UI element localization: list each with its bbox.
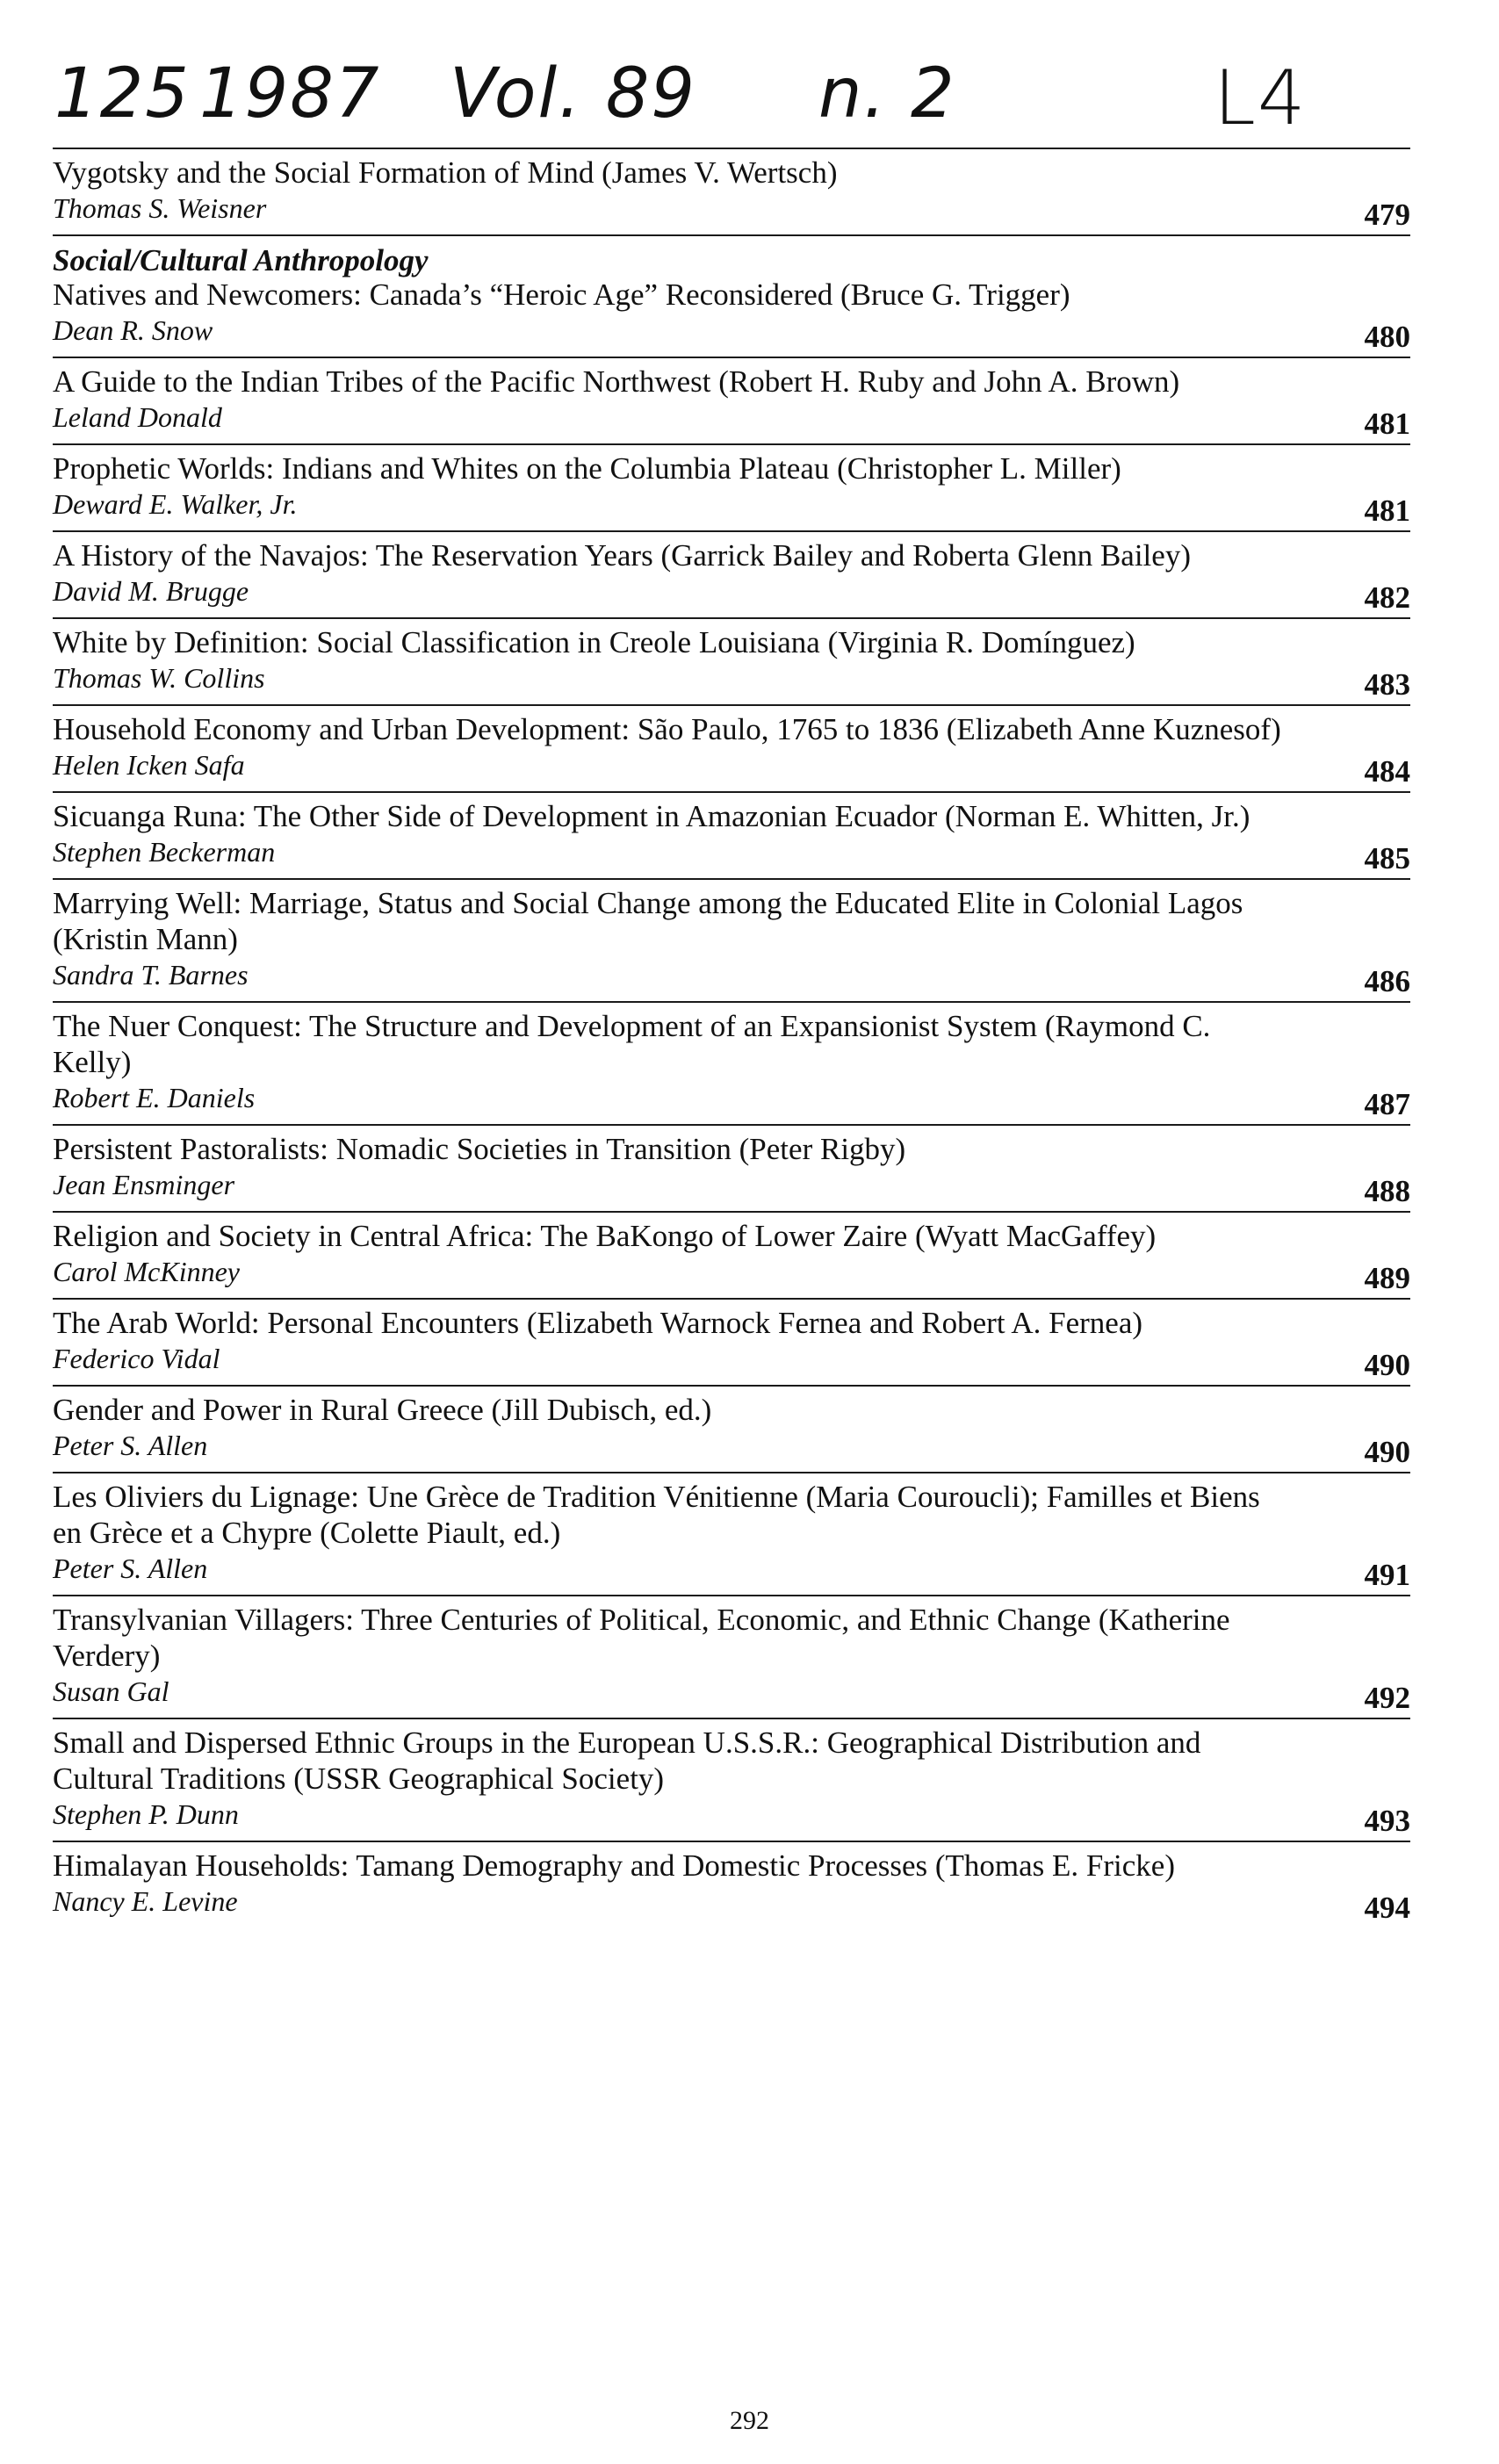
reviewer-name: Helen Icken Safa bbox=[53, 749, 245, 781]
review-entry bbox=[53, 149, 1410, 234]
book-title: Household Economy and Urban Development: São Paulo, 1765 to 1836 (Elizabeth Anne Kuznesof) bbox=[53, 712, 1281, 746]
book-review-list bbox=[53, 148, 1410, 1927]
page-number: 487 bbox=[1364, 1087, 1410, 1121]
reviewer-name: Jean Ensminger bbox=[53, 1169, 235, 1200]
handwritten-year: 1987 bbox=[199, 54, 381, 133]
page-number: 482 bbox=[1364, 580, 1410, 615]
divider bbox=[53, 234, 1410, 236]
page-number: 479 bbox=[1364, 198, 1410, 232]
page-number: 489 bbox=[1364, 1261, 1410, 1295]
review-entry bbox=[53, 1473, 1410, 1595]
section-heading: Social/Cultural Anthropology bbox=[53, 243, 429, 277]
book-title: Marrying Well: Marriage, Status and Social Change among the Educated Elite in Colonial Lagos (Kristin Mann) bbox=[53, 886, 1243, 956]
page-number: 494 bbox=[1364, 1891, 1410, 1925]
reviewer-name: Nancy E. Levine bbox=[53, 1885, 238, 1917]
page-number: 480 bbox=[1364, 320, 1410, 354]
book-title: Les Oliviers du Lignage: Une Grèce de Tradition Vénitienne (Maria Couroucli); Familles et Biens en Grèce et a Chypre (Colette Piault, ed.) bbox=[53, 1480, 1260, 1550]
review-entry bbox=[53, 1387, 1410, 1472]
review-entry bbox=[53, 1213, 1410, 1298]
book-title: Himalayan Households: Tamang Demography and Domestic Processes (Thomas E. Fricke) bbox=[53, 1848, 1175, 1883]
handwritten-number: 125 bbox=[54, 54, 191, 133]
reviewer-name: Susan Gal bbox=[53, 1675, 169, 1707]
page-number: 488 bbox=[1364, 1174, 1410, 1208]
reviewer-name: Dean R. Snow bbox=[53, 314, 213, 346]
review-entry bbox=[53, 445, 1410, 530]
page-number: 481 bbox=[1364, 494, 1410, 528]
book-title: A Guide to the Indian Tribes of the Pacific Northwest (Robert H. Ruby and John A. Brown) bbox=[53, 364, 1180, 399]
page-number: 490 bbox=[1364, 1348, 1410, 1382]
reviewer-name: Peter S. Allen bbox=[53, 1430, 208, 1461]
reviewer-name: Federico Vidal bbox=[53, 1343, 220, 1374]
book-title: The Nuer Conquest: The Structure and Development of an Expansionist System (Raymond C. Kelly) bbox=[53, 1009, 1211, 1079]
reviewer-name: Carol McKinney bbox=[53, 1256, 240, 1287]
page-number: 492 bbox=[1364, 1681, 1410, 1715]
handwritten-annotation bbox=[54, 54, 1424, 142]
reviewer-name: Thomas S. Weisner bbox=[53, 192, 267, 224]
reviewer-name: Peter S. Allen bbox=[53, 1553, 208, 1584]
review-entry bbox=[53, 1126, 1410, 1211]
review-entry bbox=[53, 1300, 1410, 1385]
book-title: A History of the Navajos: The Reservation Years (Garrick Bailey and Roberta Glenn Bailey) bbox=[53, 538, 1191, 573]
page-number: 491 bbox=[1364, 1558, 1410, 1592]
review-entry bbox=[53, 1719, 1410, 1841]
reviewer-name: David M. Brugge bbox=[53, 575, 249, 607]
review-entry bbox=[53, 706, 1410, 791]
page-number: 483 bbox=[1364, 667, 1410, 702]
review-entry bbox=[53, 793, 1410, 878]
book-title: Religion and Society in Central Africa: The BaKongo of Lower Zaire (Wyatt MacGaffey) bbox=[53, 1219, 1157, 1253]
review-entry bbox=[53, 532, 1410, 617]
review-entry bbox=[53, 1842, 1410, 1927]
review-entry bbox=[53, 1596, 1410, 1718]
review-entry bbox=[53, 277, 1410, 357]
page-number: 486 bbox=[1364, 964, 1410, 998]
reviewer-name: Robert E. Daniels bbox=[53, 1082, 256, 1113]
handwritten-shelf-mark: L4 bbox=[1214, 54, 1308, 142]
review-entry bbox=[53, 880, 1410, 1001]
reviewer-name: Thomas W. Collins bbox=[53, 662, 265, 694]
book-title: Natives and Newcomers: Canada’s “Heroic Age” Reconsidered (Bruce G. Trigger) bbox=[53, 277, 1070, 312]
book-title: Small and Dispersed Ethnic Groups in the European U.S.S.R.: Geographical Distribution and Cultural Traditions (USSR Geographical Society) bbox=[53, 1726, 1201, 1796]
book-title: Persistent Pastoralists: Nomadic Societies in Transition (Peter Rigby) bbox=[53, 1132, 906, 1166]
page-number: 485 bbox=[1364, 841, 1410, 875]
reviewer-name: Leland Donald bbox=[53, 401, 222, 433]
review-entry bbox=[53, 358, 1410, 443]
page-number: 493 bbox=[1364, 1804, 1410, 1838]
reviewer-name: Deward E. Walker, Jr. bbox=[53, 488, 298, 520]
review-entry bbox=[53, 1003, 1410, 1124]
reviewer-name: Stephen Beckerman bbox=[53, 836, 276, 868]
handwritten-issue: n. 2 bbox=[818, 54, 956, 133]
book-title: Sicuanga Runa: The Other Side of Development in Amazonian Ecuador (Norman E. Whitten, Jr.) bbox=[53, 799, 1250, 833]
book-title: White by Definition: Social Classification in Creole Louisiana (Virginia R. Domínguez) bbox=[53, 625, 1135, 659]
book-title: Transylvanian Villagers: Three Centuries of Political, Economic, and Ethnic Change (Katherine Verdery) bbox=[53, 1603, 1230, 1673]
book-title: Vygotsky and the Social Formation of Mind (James V. Wertsch) bbox=[53, 155, 838, 190]
reviewer-name: Sandra T. Barnes bbox=[53, 959, 249, 991]
review-entry bbox=[53, 619, 1410, 704]
handwritten-volume: Vol. 89 bbox=[450, 54, 697, 133]
book-title: Prophetic Worlds: Indians and Whites on the Columbia Plateau (Christopher L. Miller) bbox=[53, 451, 1121, 486]
page-number: 481 bbox=[1364, 407, 1410, 441]
page-folio: 292 bbox=[730, 2406, 769, 2435]
page-number: 490 bbox=[1364, 1435, 1410, 1469]
book-title: Gender and Power in Rural Greece (Jill Dubisch, ed.) bbox=[53, 1393, 712, 1427]
reviewer-name: Stephen P. Dunn bbox=[53, 1798, 239, 1830]
book-title: The Arab World: Personal Encounters (Elizabeth Warnock Fernea and Robert A. Fernea) bbox=[53, 1306, 1143, 1340]
page-number: 484 bbox=[1364, 754, 1410, 789]
